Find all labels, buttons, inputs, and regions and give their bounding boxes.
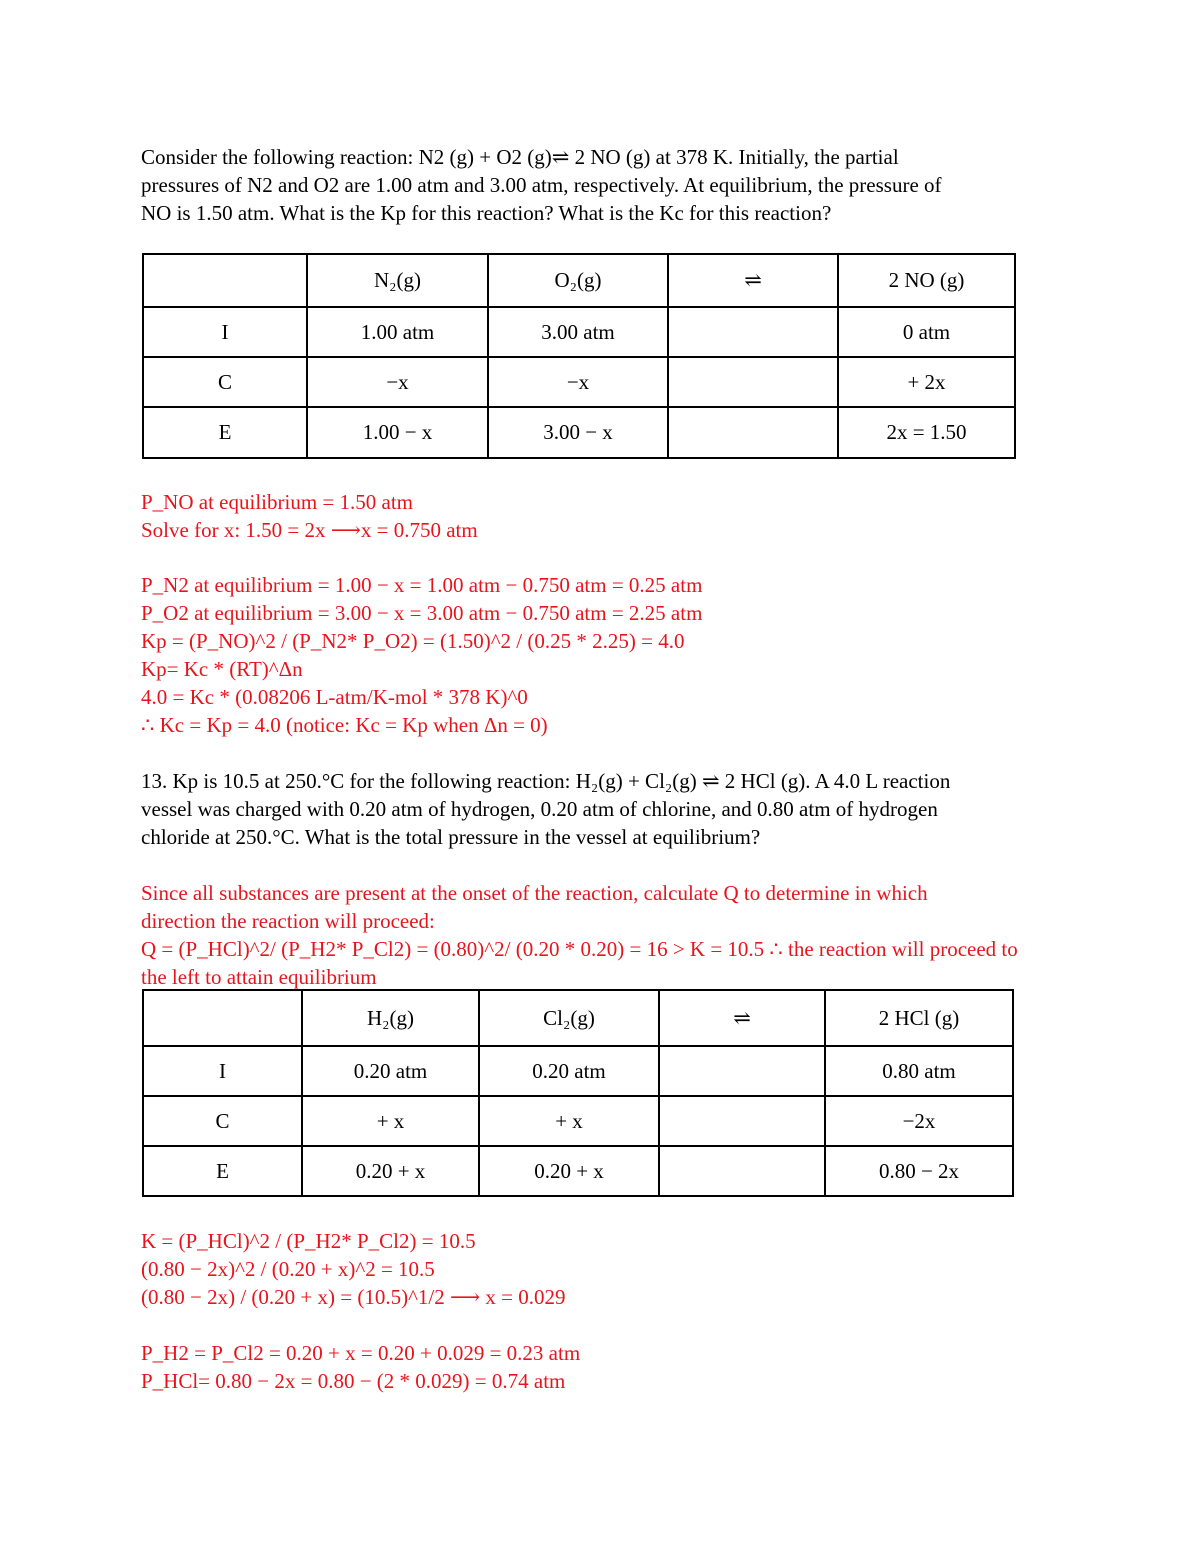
table-cell: I <box>143 1046 302 1096</box>
question-1-line: NO is 1.50 atm. What is the Kp for this reaction? What is the Kc for this reaction? <box>141 201 832 225</box>
table-cell: H₂(g) <box>302 990 479 1046</box>
solution-line: direction the reaction will proceed: <box>141 909 435 933</box>
table-row <box>143 1046 1013 1096</box>
question-13-line: 13. Kp is 10.5 at 250.°C for the following reaction: H₂(g) + Cl₂(g) ⇌ 2 HCl (g). A 4.0 L reaction <box>141 769 951 793</box>
table-cell: 0.80 atm <box>825 1046 1013 1096</box>
question-13-line: chloride at 250.°C. What is the total pressure in the vessel at equilibrium? <box>141 825 761 849</box>
table-cell: C <box>143 1096 302 1146</box>
table-cell: O₂(g) <box>488 254 668 307</box>
table-cell: E <box>143 1146 302 1196</box>
table-cell: 0.20 atm <box>302 1046 479 1096</box>
table-row <box>143 1096 1013 1146</box>
table-cell: E <box>143 407 307 458</box>
solution-line: P_H2 = P_Cl2 = 0.20 + x = 0.20 + 0.029 = 0.23 atm <box>141 1341 581 1365</box>
question-1 <box>141 143 1051 227</box>
solution-line: K = (P_HCl)^2 / (P_H2* P_Cl2) = 10.5 <box>141 1229 476 1253</box>
solution-line: (0.80 − 2x)^2 / (0.20 + x)^2 = 10.5 <box>141 1257 435 1281</box>
question-13-line: vessel was charged with 0.20 atm of hydrogen, 0.20 atm of chlorine, and 0.80 atm of hydrogen <box>141 797 938 821</box>
table-cell: −x <box>307 357 488 407</box>
solution-line: P_N2 at equilibrium = 1.00 − x = 1.00 atm − 0.750 atm = 0.25 atm <box>141 573 703 597</box>
table-cell: + 2x <box>838 357 1015 407</box>
table-cell: + x <box>302 1096 479 1146</box>
table-cell: 0.20 atm <box>479 1046 659 1096</box>
table-cell <box>659 1146 825 1196</box>
solution-line: P_NO at equilibrium = 1.50 atm <box>141 490 413 514</box>
table-cell: 0.20 + x <box>302 1146 479 1196</box>
table-row <box>143 357 1015 407</box>
solution-line: (0.80 − 2x) / (0.20 + x) = (10.5)^1/2 ⟶ x = 0.029 <box>141 1285 566 1309</box>
table-cell: 2x = 1.50 <box>838 407 1015 458</box>
question-1-line: pressures of N2 and O2 are 1.00 atm and 3.00 atm, respectively. At equilibrium, the pressure of <box>141 173 942 197</box>
table-cell: 2 HCl (g) <box>825 990 1013 1046</box>
ice-table-1 <box>142 253 1016 459</box>
table-row <box>143 307 1015 357</box>
solution-13-part-c <box>141 1339 1051 1395</box>
table-header-row <box>143 990 1013 1046</box>
table-cell: −2x <box>825 1096 1013 1146</box>
table-cell: −x <box>488 357 668 407</box>
table-cell <box>143 254 307 307</box>
table-cell <box>668 357 838 407</box>
question-13 <box>141 767 1051 851</box>
table-row <box>143 1146 1013 1196</box>
table-cell: 3.00 − x <box>488 407 668 458</box>
table-cell: 2 NO (g) <box>838 254 1015 307</box>
solution-line: Kp= Kc * (RT)^Δn <box>141 657 303 681</box>
solution-line: ∴ Kc = Kp = 4.0 (notice: Kc = Kp when Δn = 0) <box>141 713 548 737</box>
table-cell <box>668 307 838 357</box>
table-cell: 3.00 atm <box>488 307 668 357</box>
table-cell: I <box>143 307 307 357</box>
solution-line: P_O2 at equilibrium = 3.00 − x = 3.00 atm − 0.750 atm = 2.25 atm <box>141 601 703 625</box>
table-cell: Cl₂(g) <box>479 990 659 1046</box>
solution-1-part-a <box>141 488 1051 544</box>
solution-line: the left to attain equilibrium <box>141 965 377 989</box>
solution-line: P_HCl= 0.80 − 2x = 0.80 − (2 * 0.029) = 0.74 atm <box>141 1369 566 1393</box>
table-cell: 1.00 atm <box>307 307 488 357</box>
table-cell: 0.80 − 2x <box>825 1146 1013 1196</box>
table-cell <box>143 990 302 1046</box>
table-cell: 0.20 + x <box>479 1146 659 1196</box>
solution-line: Q = (P_HCl)^2/ (P_H2* P_Cl2) = (0.80)^2/ (0.20 * 0.20) = 16 > K = 10.5 ∴ the reaction will proceed to <box>141 937 1018 961</box>
solution-13-part-a <box>141 879 1051 991</box>
table-cell: C <box>143 357 307 407</box>
solution-1-part-b <box>141 571 1051 739</box>
table-cell <box>659 1096 825 1146</box>
table-cell: 1.00 − x <box>307 407 488 458</box>
table-row <box>143 407 1015 458</box>
table-cell <box>659 1046 825 1096</box>
solution-line: Since all substances are present at the onset of the reaction, calculate Q to determine in which <box>141 881 928 905</box>
table-cell <box>668 407 838 458</box>
table-cell: N₂(g) <box>307 254 488 307</box>
solution-line: 4.0 = Kc * (0.08206 L-atm/K-mol * 378 K)^0 <box>141 685 528 709</box>
question-1-line: Consider the following reaction: N2 (g) + O2 (g)⇌ 2 NO (g) at 378 K. Initially, the partial <box>141 145 899 169</box>
table-cell: 0 atm <box>838 307 1015 357</box>
table-cell: + x <box>479 1096 659 1146</box>
table-cell: ⇌ <box>668 254 838 307</box>
ice-table-2 <box>142 989 1014 1197</box>
solution-line: Solve for x: 1.50 = 2x ⟶x = 0.750 atm <box>141 518 478 542</box>
solution-13-part-b <box>141 1227 1051 1311</box>
table-header-row <box>143 254 1015 307</box>
solution-line: Kp = (P_NO)^2 / (P_N2* P_O2) = (1.50)^2 / (0.25 * 2.25) = 4.0 <box>141 629 685 653</box>
table-cell: ⇌ <box>659 990 825 1046</box>
